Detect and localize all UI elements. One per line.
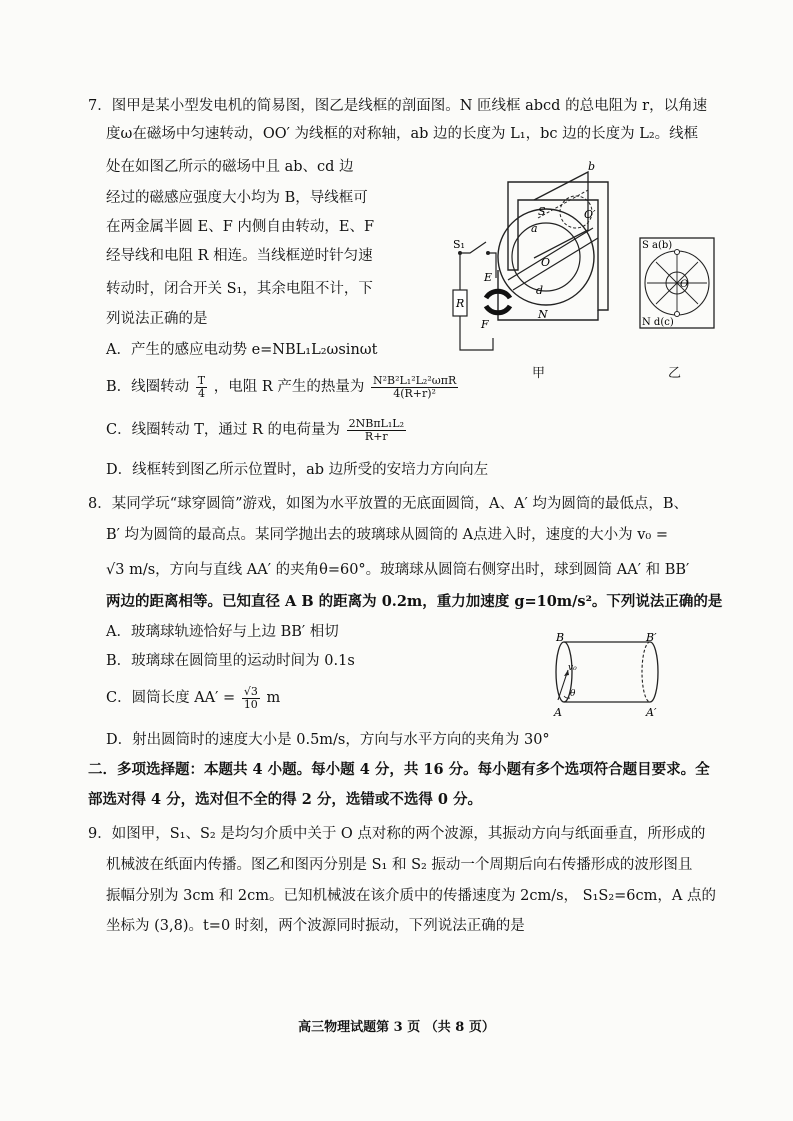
- q7-jia-label-f: F: [481, 318, 489, 331]
- q7-jia-label-o-prime: O′: [584, 208, 596, 221]
- q7-jia-label-e: E: [484, 271, 493, 284]
- q7-jia-label-s1: S₁: [453, 238, 465, 251]
- q7-option-b-quarter-period: [196, 375, 207, 400]
- q7-line-6: 经导线和电阻 R 相连。当线框逆时针匀速: [106, 248, 373, 264]
- q7-jia-label-d: d: [536, 284, 544, 297]
- q7-figure-jia-caption: 甲: [532, 366, 546, 381]
- q7-option-b-T: T: [197, 373, 206, 387]
- q7-line-2: 度ω在磁场中匀速转动，OO′ 为线框的对称轴，ab 边的长度为 L₁，bc 边的长度为 L₂。线框: [106, 126, 699, 142]
- q8-label-b-prime: B′: [646, 631, 657, 644]
- q7-jia-label-r: R: [456, 297, 465, 310]
- q7-line-8: 列说法正确的是: [106, 311, 208, 327]
- q8-label-b: B: [556, 631, 565, 644]
- section-2-line-1: 二．多项选择题：本题共 4 小题。每小题 4 分，共 16 分。每小题有多个选项符合题目要求。全: [88, 761, 710, 778]
- q8-option-b: B．玻璃球在圆筒里的运动时间为 0.1s: [106, 653, 355, 669]
- q7-jia-label-a: a: [531, 222, 538, 235]
- section-2-line-2: 部选对得 4 分，选对但不全的得 2 分，选错或不选得 0 分。: [88, 791, 483, 808]
- page-footer: 高三物理试题第 3 页 （共 8 页）: [298, 1020, 495, 1035]
- q7-option-b-heat-formula: [371, 375, 458, 400]
- q8-line-4: 两边的距离相等。已知直径 A B 的距离为 0.2m，重力加速度 g=10m/s²。下列说法正确的是: [106, 593, 723, 610]
- q8-option-d: D．射出圆筒时的速度大小是 0.5m/s，方向与水平方向的夹角为 30°: [106, 732, 550, 748]
- q7-option-b-middle: ，电阻 R 产生的热量为: [213, 379, 365, 395]
- q7-option-c-prefix: C．线圈转动 T，通过 R 的电荷量为: [106, 422, 341, 438]
- q8-option-c-unit: m: [266, 690, 281, 706]
- q8-line-1: 8．某同学玩“球穿圆筒”游戏，如图为水平放置的无底面圆筒，A、A′ 均为圆筒的最低点，B、: [88, 496, 689, 512]
- q7-jia-label-o: O: [541, 256, 551, 269]
- q8-option-a: A．玻璃球轨迹恰好与上边 BB′ 相切: [106, 624, 339, 640]
- q7-line-5: 在两金属半圆 E、F 内侧自由转动，E、F: [106, 219, 375, 235]
- q9-line-3: 振幅分别为 3cm 和 2cm。已知机械波在该介质中的传播速度为 2cm/s， S₁S₂=6cm，A 点的: [106, 888, 716, 904]
- q7-option-b-denominator: 4(R+r)²: [393, 386, 436, 400]
- q7-yi-label-top: S a(b): [642, 240, 673, 251]
- q8-option-c: [106, 678, 280, 718]
- q7-yi-label-o: O: [680, 279, 689, 290]
- q7-jia-label-n: N: [538, 308, 548, 321]
- q7-figure-yi-caption: 乙: [668, 366, 682, 381]
- q7-option-c-charge-formula: [347, 418, 406, 443]
- q8-label-theta: θ: [570, 689, 576, 699]
- q8-option-c-length-fraction: [242, 686, 260, 711]
- q7-option-b-prefix: B．线圈转动: [106, 379, 190, 395]
- q8-label-a: A: [554, 706, 562, 719]
- q9-line-4: 坐标为 (3,8)。t=0 时刻，两个波源同时振动，下列说法正确的是: [106, 918, 525, 934]
- q7-option-c: [106, 412, 408, 448]
- q7-option-c-denominator: R+r: [364, 429, 388, 443]
- q7-jia-label-s: S: [538, 205, 546, 218]
- q7-option-c-numerator: 2NBπL₁L₂: [348, 416, 404, 430]
- q8-line-3: √3 m/s，方向与直线 AA′ 的夹角θ=60°。玻璃球从圆筒右侧穿出时，球到圆筒 AA′ 和 BB′: [106, 562, 690, 578]
- q7-option-b-4: 4: [197, 386, 205, 400]
- q8-label-v0: v₀: [568, 663, 577, 673]
- q7-yi-label-bottom: N d(c): [642, 317, 674, 328]
- q7-figure-yi: [636, 234, 718, 332]
- q8-option-c-prefix: C．圆筒长度 AA′ =: [106, 690, 236, 706]
- q7-line-4: 经过的磁感应强度大小均为 B，导线框可: [106, 190, 368, 206]
- q7-figure-jia: [438, 160, 633, 360]
- q7-option-b: [106, 370, 460, 404]
- q8-cylinder-figure: [550, 630, 670, 720]
- q8-option-c-numerator: √3: [243, 684, 258, 698]
- q9-line-2: 机械波在纸面内传播。图乙和图丙分别是 S₁ 和 S₂ 振动一个周期后向右传播形成的波形图且: [106, 857, 693, 873]
- q7-option-b-numerator: N²B²L₁²L₂²ωπR: [372, 373, 457, 387]
- q7-line-3: 处在如图乙所示的磁场中且 ab、cd 边: [106, 159, 354, 175]
- q8-label-a-prime: A′: [646, 706, 657, 719]
- q7-line-1: 7．图甲是某小型发电机的简易图，图乙是线框的剖面图。N 匝线框 abcd 的总电阻为 r，以角速: [88, 98, 708, 114]
- q7-jia-label-b: b: [588, 160, 596, 173]
- q7-option-a: A．产生的感应电动势 e=NBL₁L₂ωsinωt: [106, 342, 378, 358]
- q8-line-2: B′ 均为圆筒的最高点。某同学抛出去的玻璃球从圆筒的 A点进入时，速度的大小为 v₀ =: [106, 527, 669, 543]
- q7-option-d: D．线框转到图乙所示位置时，ab 边所受的安培力方向向左: [106, 462, 489, 478]
- q7-line-7: 转动时，闭合开关 S₁，其余电阻不计，下: [106, 281, 373, 297]
- q8-option-c-denominator: 10: [243, 697, 258, 711]
- q9-line-1: 9．如图甲，S₁、S₂ 是均匀介质中关于 O 点对称的两个波源，其振动方向与纸面垂直，所形成的: [88, 826, 706, 842]
